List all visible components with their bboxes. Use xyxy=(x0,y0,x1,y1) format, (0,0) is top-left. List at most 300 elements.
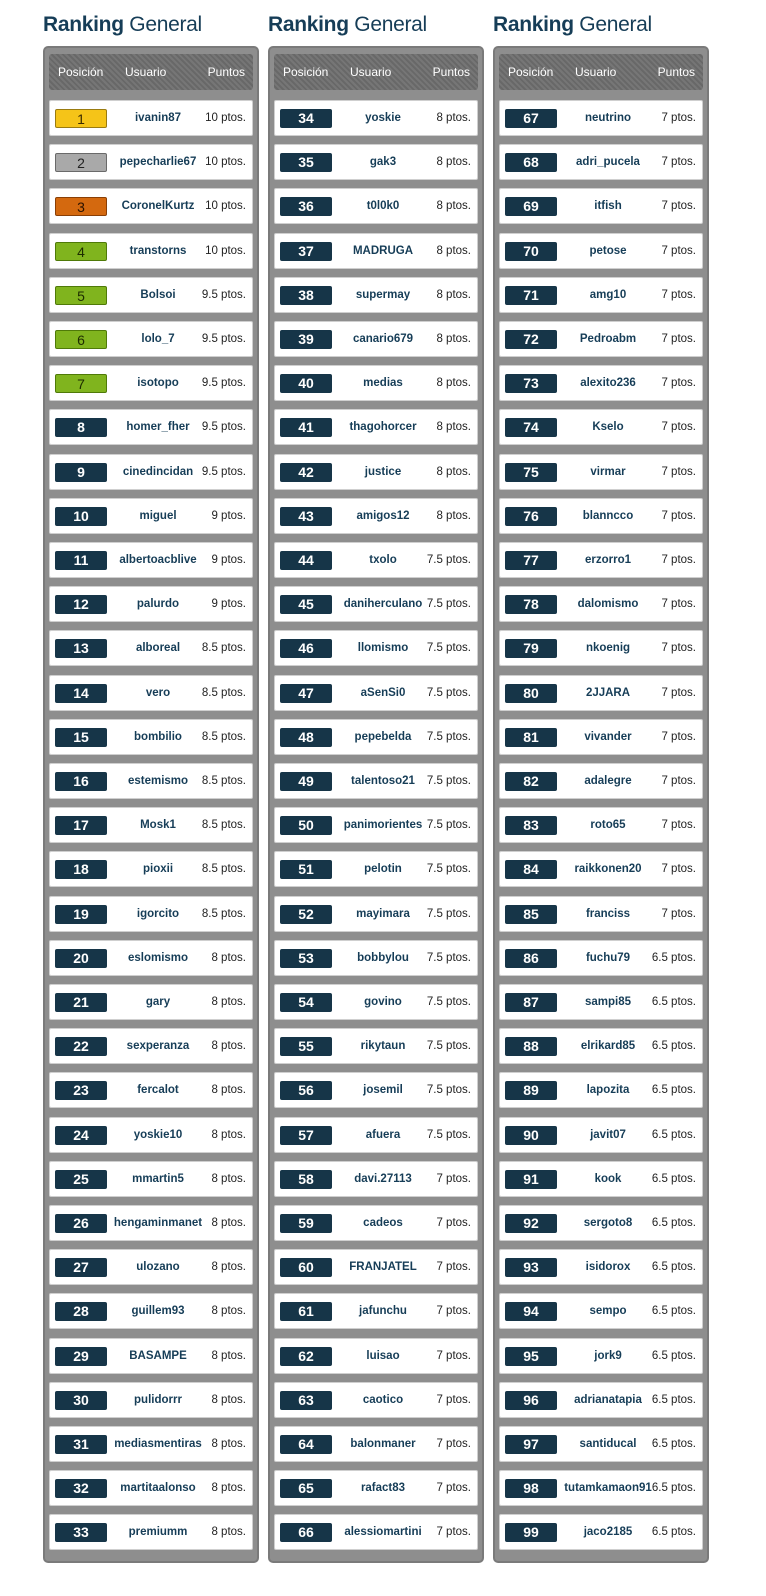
username-link[interactable]: justice xyxy=(364,465,402,478)
position-badge: 56 xyxy=(280,1081,332,1100)
username-link[interactable]: jork9 xyxy=(594,1349,622,1362)
position-badge: 7 xyxy=(55,374,107,393)
username-link[interactable]: mmartin5 xyxy=(132,1172,184,1185)
position-badge: 59 xyxy=(280,1214,332,1233)
table-row xyxy=(274,1117,478,1153)
table-row xyxy=(274,984,478,1020)
points-value: 8 ptos. xyxy=(211,1172,246,1185)
table-row xyxy=(274,763,478,799)
username-link[interactable]: llomismo xyxy=(357,642,409,655)
username-link[interactable]: Pedroabm xyxy=(579,333,637,345)
column-title xyxy=(268,0,484,48)
username-link[interactable]: sergoto8 xyxy=(583,1217,633,1229)
username-link[interactable]: pepebelda xyxy=(354,730,412,743)
points-value: 9.5 ptos. xyxy=(201,333,246,345)
username-link[interactable]: kook xyxy=(594,1172,622,1185)
username-link[interactable]: mayimara xyxy=(356,907,410,920)
username-link[interactable]: martitaalonso xyxy=(120,1482,196,1495)
table-row xyxy=(274,454,478,490)
points-value: 8 ptos. xyxy=(436,509,471,522)
table-row xyxy=(274,896,478,932)
username-link[interactable]: raikkonen20 xyxy=(574,863,642,876)
table-row xyxy=(49,321,253,357)
username-link[interactable]: adrianatapia xyxy=(574,1393,642,1406)
table-row xyxy=(49,896,253,932)
username-link[interactable]: sexperanza xyxy=(126,1040,190,1053)
position-badge: 36 xyxy=(280,197,332,216)
table-row xyxy=(49,409,253,445)
position-badge: 39 xyxy=(280,330,332,349)
username-link[interactable]: mediasmentiras xyxy=(114,1438,202,1450)
username-link[interactable]: homer_fher xyxy=(126,421,190,434)
username-link[interactable]: davi.27113 xyxy=(354,1172,412,1185)
username-link[interactable]: alboreal xyxy=(135,642,181,655)
points-value: 7.5 ptos. xyxy=(426,1128,471,1141)
table-row xyxy=(499,365,703,401)
position-badge: 61 xyxy=(280,1302,332,1321)
points-value: 8 ptos. xyxy=(211,1217,246,1229)
position-badge: 55 xyxy=(280,1037,332,1056)
username-link[interactable]: govino xyxy=(364,996,402,1008)
header-user: Usuario xyxy=(125,65,167,79)
table-row xyxy=(274,1028,478,1064)
position-badge: 42 xyxy=(280,463,332,482)
table-row xyxy=(499,1338,703,1374)
position-badge: 74 xyxy=(505,418,557,437)
column-title-normal: General xyxy=(129,13,202,36)
table-row xyxy=(499,1293,703,1329)
username-link[interactable]: alexito236 xyxy=(580,377,636,390)
username-link[interactable]: thagohorcer xyxy=(349,421,417,434)
points-value: 6.5 ptos. xyxy=(651,1084,696,1097)
points-value: 7 ptos. xyxy=(661,509,696,522)
table-row xyxy=(499,542,703,578)
points-value: 9.5 ptos. xyxy=(201,421,246,434)
username-link[interactable]: pioxii xyxy=(142,863,174,876)
position-badge: 99 xyxy=(505,1523,557,1542)
username-link[interactable]: yoskie10 xyxy=(133,1128,183,1141)
table-row xyxy=(49,1072,253,1108)
points-value: 6.5 ptos. xyxy=(651,1172,696,1185)
username-link[interactable]: adri_pucela xyxy=(576,156,640,169)
table-row xyxy=(274,188,478,224)
username-link[interactable]: afuera xyxy=(365,1128,401,1141)
points-value: 8 ptos. xyxy=(436,156,471,169)
table-row xyxy=(499,1072,703,1108)
points-value: 8 ptos. xyxy=(211,1482,246,1495)
points-value: 10 ptos. xyxy=(205,200,246,213)
position-badge: 82 xyxy=(505,772,557,791)
position-badge: 83 xyxy=(505,816,557,835)
points-value: 8 ptos. xyxy=(436,377,471,390)
points-value: 8.5 ptos. xyxy=(201,730,246,743)
position-badge: 40 xyxy=(280,374,332,393)
table-row xyxy=(274,144,478,180)
username-link[interactable]: medias xyxy=(363,377,403,390)
points-value: 7 ptos. xyxy=(436,1482,471,1495)
table-row xyxy=(499,940,703,976)
table-row xyxy=(49,542,253,578)
position-badge: 77 xyxy=(505,551,557,570)
username-link[interactable]: isidorox xyxy=(585,1261,631,1274)
table-row xyxy=(49,1382,253,1418)
table-row xyxy=(49,100,253,136)
position-badge: 41 xyxy=(280,418,332,437)
table-row xyxy=(499,454,703,490)
points-value: 8.5 ptos. xyxy=(201,907,246,920)
username-link[interactable]: tutamkamaon91 xyxy=(564,1482,652,1495)
position-badge: 78 xyxy=(505,595,557,614)
position-badge: 52 xyxy=(280,905,332,924)
points-value: 7 ptos. xyxy=(661,730,696,743)
username-link[interactable]: FRANJATEL xyxy=(349,1261,417,1274)
points-value: 8 ptos. xyxy=(211,1305,246,1318)
position-badge: 60 xyxy=(280,1258,332,1277)
points-value: 8 ptos. xyxy=(211,1040,246,1053)
position-badge: 32 xyxy=(55,1479,107,1498)
username-link[interactable]: panimorientes xyxy=(343,819,423,832)
points-value: 10 ptos. xyxy=(205,112,246,124)
points-value: 7 ptos. xyxy=(661,907,696,920)
table-row xyxy=(49,1028,253,1064)
username-link[interactable]: fuchu79 xyxy=(585,951,631,964)
position-badge: 79 xyxy=(505,639,557,658)
points-value: 7.5 ptos. xyxy=(426,775,471,787)
position-badge: 95 xyxy=(505,1347,557,1366)
position-badge: 29 xyxy=(55,1347,107,1366)
ranking-table xyxy=(493,46,709,1563)
table-row xyxy=(49,1338,253,1374)
points-value: 6.5 ptos. xyxy=(651,1482,696,1495)
username-link[interactable]: txolo xyxy=(369,554,397,566)
points-value: 7 ptos. xyxy=(436,1393,471,1406)
points-value: 7.5 ptos. xyxy=(426,686,471,699)
points-value: 9.5 ptos. xyxy=(201,377,246,390)
position-badge: 34 xyxy=(280,109,332,128)
table-row xyxy=(274,586,478,622)
table-row xyxy=(499,586,703,622)
username-link[interactable]: rikytaun xyxy=(360,1040,406,1053)
username-link[interactable]: adalegre xyxy=(584,775,632,787)
username-link[interactable]: t0l0k0 xyxy=(366,200,400,213)
table-row xyxy=(499,321,703,357)
username-link[interactable]: josemil xyxy=(363,1084,403,1097)
position-badge: 28 xyxy=(55,1302,107,1321)
position-badge: 53 xyxy=(280,949,332,968)
username-link[interactable]: albertoacblive xyxy=(119,554,197,566)
points-value: 8 ptos. xyxy=(436,333,471,345)
position-badge: 57 xyxy=(280,1126,332,1145)
username-link[interactable]: ivanin87 xyxy=(134,112,182,124)
username-link[interactable]: vivander xyxy=(584,730,632,743)
table-row xyxy=(274,1514,478,1550)
points-value: 9.5 ptos. xyxy=(201,465,246,478)
username-link[interactable]: nkoenig xyxy=(585,642,631,655)
points-value: 7.5 ptos. xyxy=(426,951,471,964)
table-row xyxy=(499,1426,703,1462)
table-row xyxy=(274,542,478,578)
position-badge: 96 xyxy=(505,1391,557,1410)
position-badge: 51 xyxy=(280,860,332,879)
position-badge: 72 xyxy=(505,330,557,349)
position-badge: 20 xyxy=(55,949,107,968)
table-row xyxy=(274,1161,478,1197)
position-badge: 88 xyxy=(505,1037,557,1056)
points-value: 7 ptos. xyxy=(661,156,696,169)
username-link[interactable]: santiducal xyxy=(579,1438,637,1450)
table-row xyxy=(499,675,703,711)
username-link[interactable]: isotopo xyxy=(137,377,179,390)
username-link[interactable]: daniherculano xyxy=(343,598,423,611)
position-badge: 69 xyxy=(505,197,557,216)
username-link[interactable]: Bolsoi xyxy=(140,288,176,301)
points-value: 7 ptos. xyxy=(436,1217,471,1229)
table-row xyxy=(49,1470,253,1506)
position-badge: 18 xyxy=(55,860,107,879)
table-row xyxy=(274,1205,478,1241)
username-link[interactable]: elrikard85 xyxy=(580,1040,636,1053)
points-value: 7.5 ptos. xyxy=(426,598,471,611)
username-link[interactable]: Kselo xyxy=(592,421,624,434)
username-link[interactable]: dalomismo xyxy=(577,598,639,611)
username-link[interactable]: blanncco xyxy=(582,509,634,522)
username-link[interactable]: pulidorrr xyxy=(134,1393,182,1406)
username-link[interactable]: transtorns xyxy=(129,244,187,257)
points-value: 7.5 ptos. xyxy=(426,819,471,832)
points-value: 9.5 ptos. xyxy=(201,288,246,301)
username-link[interactable]: sempo xyxy=(589,1305,627,1318)
position-badge: 33 xyxy=(55,1523,107,1542)
position-badge: 10 xyxy=(55,507,107,526)
username-link[interactable]: aSenSi0 xyxy=(360,686,406,699)
table-row xyxy=(499,984,703,1020)
table-row xyxy=(274,1426,478,1462)
position-badge: 73 xyxy=(505,374,557,393)
column-title xyxy=(43,0,259,48)
username-link[interactable]: lolo_7 xyxy=(141,333,175,345)
username-link[interactable]: talentoso21 xyxy=(351,775,415,787)
points-value: 7.5 ptos. xyxy=(426,1040,471,1053)
username-link[interactable]: caotico xyxy=(362,1393,404,1406)
points-value: 7 ptos. xyxy=(661,377,696,390)
points-value: 9 ptos. xyxy=(211,509,246,522)
position-badge: 27 xyxy=(55,1258,107,1277)
points-value: 8 ptos. xyxy=(436,112,471,124)
position-badge: 6 xyxy=(55,330,107,349)
position-badge: 31 xyxy=(55,1435,107,1454)
ranking-table xyxy=(43,46,259,1563)
table-row xyxy=(499,498,703,534)
position-badge: 90 xyxy=(505,1126,557,1145)
points-value: 6.5 ptos. xyxy=(651,1305,696,1318)
points-value: 8 ptos. xyxy=(211,996,246,1008)
username-link[interactable]: amg10 xyxy=(589,288,627,301)
position-badge: 71 xyxy=(505,286,557,305)
username-link[interactable]: miguel xyxy=(139,509,177,522)
table-row xyxy=(499,1470,703,1506)
username-link[interactable]: sampi85 xyxy=(584,996,632,1008)
username-link[interactable]: 2JJARA xyxy=(585,686,631,699)
username-link[interactable]: igorcito xyxy=(136,907,180,920)
points-value: 8.5 ptos. xyxy=(201,819,246,832)
column-title-bold: Ranking xyxy=(268,13,349,36)
username-link[interactable]: gary xyxy=(145,996,171,1008)
username-link[interactable]: jaco2185 xyxy=(583,1526,633,1539)
username-link[interactable]: estemismo xyxy=(127,775,189,787)
points-value: 8 ptos. xyxy=(211,1393,246,1406)
position-badge: 35 xyxy=(280,153,332,172)
points-value: 8 ptos. xyxy=(436,465,471,478)
ranking-column-2 xyxy=(268,0,484,1541)
points-value: 6.5 ptos. xyxy=(651,1393,696,1406)
table-row xyxy=(49,851,253,887)
position-badge: 48 xyxy=(280,728,332,747)
table-row xyxy=(274,1249,478,1285)
table-row xyxy=(499,851,703,887)
position-badge: 3 xyxy=(55,197,107,216)
column-title-bold: Ranking xyxy=(43,13,124,36)
header-points: Puntos xyxy=(207,65,245,79)
position-badge: 91 xyxy=(505,1170,557,1189)
position-badge: 86 xyxy=(505,949,557,968)
username-link[interactable]: franciss xyxy=(585,907,631,920)
header-position: Posición xyxy=(283,65,329,79)
username-link[interactable]: jafunchu xyxy=(359,1305,407,1318)
points-value: 7 ptos. xyxy=(661,598,696,611)
username-link[interactable]: amigos12 xyxy=(356,509,410,522)
position-badge: 21 xyxy=(55,993,107,1012)
username-link[interactable]: cinedincidan xyxy=(122,465,194,478)
table-row xyxy=(274,233,478,269)
username-link[interactable]: ulozano xyxy=(136,1261,180,1274)
position-badge: 46 xyxy=(280,639,332,658)
table-header xyxy=(499,54,703,90)
points-value: 8.5 ptos. xyxy=(201,686,246,699)
table-row xyxy=(274,940,478,976)
points-value: 7 ptos. xyxy=(661,244,696,257)
username-link[interactable]: BASAMPE xyxy=(129,1349,187,1362)
table-row xyxy=(49,763,253,799)
points-value: 6.5 ptos. xyxy=(651,996,696,1008)
table-row xyxy=(274,719,478,755)
username-link[interactable]: petose xyxy=(589,244,627,257)
username-link[interactable]: luisao xyxy=(366,1349,400,1362)
table-row xyxy=(274,1338,478,1374)
table-row xyxy=(274,1072,478,1108)
position-badge: 26 xyxy=(55,1214,107,1233)
username-link[interactable]: cadeos xyxy=(363,1217,403,1229)
username-link[interactable]: bobbylou xyxy=(357,951,409,964)
username-link[interactable]: alessiomartini xyxy=(344,1526,422,1539)
username-link[interactable]: CoronelKurtz xyxy=(121,200,195,213)
table-row xyxy=(49,144,253,180)
points-value: 8 ptos. xyxy=(211,1128,246,1141)
username-link[interactable]: virmar xyxy=(590,465,626,478)
username-link[interactable]: roto65 xyxy=(590,819,626,832)
points-value: 7 ptos. xyxy=(661,465,696,478)
position-badge: 66 xyxy=(280,1523,332,1542)
points-value: 6.5 ptos. xyxy=(651,951,696,964)
position-badge: 81 xyxy=(505,728,557,747)
username-link[interactable]: vero xyxy=(145,686,171,699)
table-row xyxy=(499,277,703,313)
position-badge: 75 xyxy=(505,463,557,482)
points-value: 8 ptos. xyxy=(436,244,471,257)
points-value: 7 ptos. xyxy=(661,200,696,213)
table-row xyxy=(49,630,253,666)
points-value: 7.5 ptos. xyxy=(426,907,471,920)
username-link[interactable]: lapozita xyxy=(586,1084,630,1097)
points-value: 9 ptos. xyxy=(211,598,246,611)
points-value: 8 ptos. xyxy=(211,1349,246,1362)
column-title-bold: Ranking xyxy=(493,13,574,36)
username-link[interactable]: erzorro1 xyxy=(584,554,632,566)
username-link[interactable]: canario679 xyxy=(352,333,414,345)
username-link[interactable]: yoskie xyxy=(365,112,401,124)
username-link[interactable]: hengaminmanet xyxy=(113,1217,203,1229)
username-link[interactable]: palurdo xyxy=(136,598,180,611)
username-link[interactable]: rafact83 xyxy=(360,1482,406,1495)
position-badge: 67 xyxy=(505,109,557,128)
username-link[interactable]: eslomismo xyxy=(127,951,189,964)
username-link[interactable]: supermay xyxy=(355,288,411,301)
table-row xyxy=(49,940,253,976)
username-link[interactable]: guillem93 xyxy=(131,1305,185,1318)
username-link[interactable]: neutrino xyxy=(585,112,631,124)
header-user: Usuario xyxy=(350,65,392,79)
position-badge: 2 xyxy=(55,153,107,172)
username-link[interactable]: gak3 xyxy=(369,156,397,169)
position-badge: 43 xyxy=(280,507,332,526)
position-badge: 16 xyxy=(55,772,107,791)
points-value: 8 ptos. xyxy=(211,1261,246,1274)
username-link[interactable]: javit07 xyxy=(590,1128,626,1141)
points-value: 7 ptos. xyxy=(661,112,696,124)
points-value: 6.5 ptos. xyxy=(651,1217,696,1229)
table-row xyxy=(49,1161,253,1197)
points-value: 8 ptos. xyxy=(211,1526,246,1539)
table-row xyxy=(499,409,703,445)
table-row xyxy=(499,188,703,224)
table-row xyxy=(49,277,253,313)
table-row xyxy=(274,851,478,887)
table-row xyxy=(49,675,253,711)
table-row xyxy=(274,1293,478,1329)
username-link[interactable]: pepecharlie67 xyxy=(119,156,197,169)
points-value: 7 ptos. xyxy=(661,642,696,655)
position-badge: 12 xyxy=(55,595,107,614)
username-link[interactable]: MADRUGA xyxy=(352,244,414,257)
username-link[interactable]: pelotin xyxy=(364,863,402,876)
points-value: 7 ptos. xyxy=(661,554,696,566)
username-link[interactable]: itfish xyxy=(594,200,622,213)
position-badge: 97 xyxy=(505,1435,557,1454)
table-row xyxy=(274,675,478,711)
position-badge: 49 xyxy=(280,772,332,791)
header-points: Puntos xyxy=(432,65,470,79)
username-link[interactable]: premiumm xyxy=(128,1526,188,1539)
username-link[interactable]: fercalot xyxy=(137,1084,179,1097)
position-badge: 11 xyxy=(55,551,107,570)
username-link[interactable]: balonmaner xyxy=(350,1438,416,1450)
username-link[interactable]: Mosk1 xyxy=(140,819,176,832)
points-value: 7 ptos. xyxy=(661,819,696,832)
table-row xyxy=(499,1514,703,1550)
username-link[interactable]: bombilio xyxy=(134,730,182,743)
position-badge: 19 xyxy=(55,905,107,924)
table-row xyxy=(499,1117,703,1153)
position-badge: 64 xyxy=(280,1435,332,1454)
